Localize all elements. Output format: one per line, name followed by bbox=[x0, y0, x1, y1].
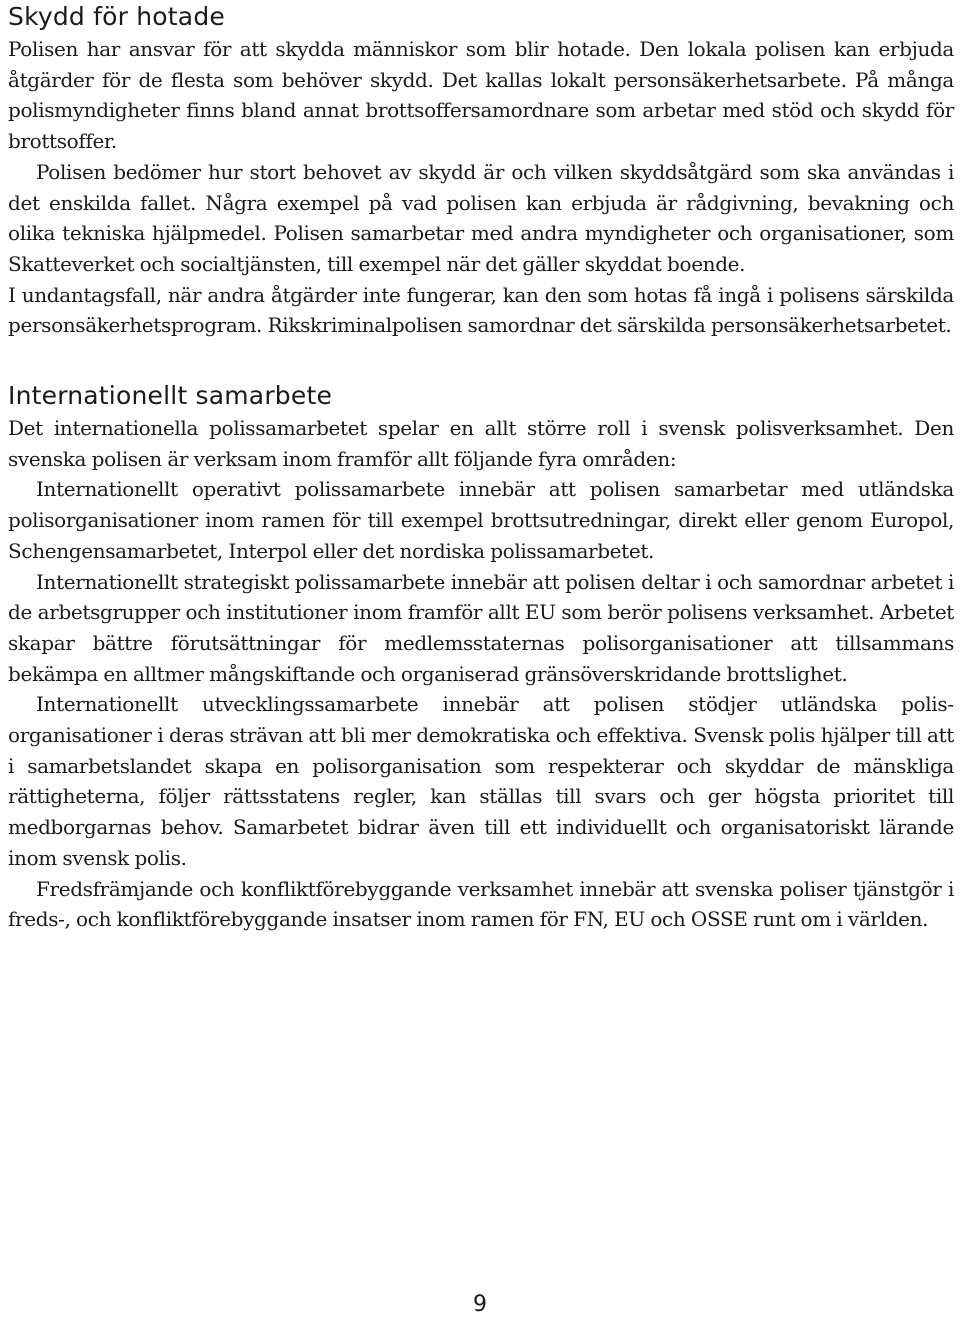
section-heading-skydd: Skydd för hotade bbox=[8, 2, 225, 31]
paragraph: Internationellt operativt polissamarbete innebär att polisen samarbetar med utländska polisorganisationer inom ramen för till exempel brottsutredningar, direkt eller genom Europol, Schengensamarbetet, Interpol eller det nordiska polissamarbetet. bbox=[8, 477, 954, 563]
page-number: 9 bbox=[473, 1292, 487, 1317]
paragraph: Fredsfrämjande och konfliktförebyggande verksamhet innebär att svenska poliser tjänstgör i freds-, och konfliktförebyggande insatser inom ramen för FN, EU och OSSE runt om i världen. bbox=[8, 876, 954, 932]
paragraph: Internationellt utvecklingssamarbete innebär att polisen stödjer utländska polisorganisationer i deras strävan att bli mer demokratiska och effektiva. Svensk polis hjälper till att i samarbetslandet skapa en polisorganisation som respekterar och skyddar de mänskliga rättigheterna, följer rättsstatens regler, kan ställas till svars och ger högsta prioritet till medborgarnas behov. Samarbetet bidrar även till ett individuellt och organisatoriskt lärande inom svensk polis. bbox=[8, 692, 954, 870]
paragraph: I undantagsfall, när andra åtgärder inte fungerar, kan den som hotas få ingå i polisens särskilda personsäkerhetsprogram. Rikskriminalpolisen samordnar det särskilda personsäkerhetsarbetet. bbox=[8, 282, 954, 338]
paragraph: Internationellt strategiskt polissamarbete innebär att polisen deltar i och samordnar arbetet i de arbetsgrupper och institutioner inom framför allt EU som berör polisens verksamhet. Arbetet skapar bättre förutsättningar för medlemsstaternas polisorganisationer att tillsammans bekämpa en alltmer mångskiftande och organiserad gränsöverskridande brottslighet. bbox=[8, 569, 954, 686]
paragraph: Polisen har ansvar för att skydda människor som blir hotade. Den lokala polisen kan erbjuda åtgärder för de flesta som behöver skydd. Det kallas lokalt personsäkerhetsarbete. På många polismyndigheter finns bland annat brottsoffersamordnare som arbetar med stöd och skydd för brottsoffer. bbox=[8, 37, 954, 154]
section-skydd-body bbox=[8, 34, 954, 341]
document-page bbox=[8, 0, 954, 935]
paragraph: Det internationella polissamarbetet spelar en allt större roll i svensk polisverksamhet. Den svenska polisen är verksam inom framför allt följande fyra områden: bbox=[8, 416, 954, 471]
section-heading-internationellt: Internationellt samarbete bbox=[8, 381, 333, 411]
section-internationellt-body bbox=[8, 413, 954, 935]
paragraph: Polisen bedömer hur stort behovet av skydd är och vilken skyddsåtgärd som ska användas i det enskilda fallet. Några exempel på vad polisen kan erbjuda är rådgivning, bevakning och olika tekniska hjälpmedel. Polisen samarbetar med andra myndigheter och organisationer, som Skatteverket och socialtjänsten, till exempel när det gäller skyddat boende. bbox=[8, 159, 954, 276]
